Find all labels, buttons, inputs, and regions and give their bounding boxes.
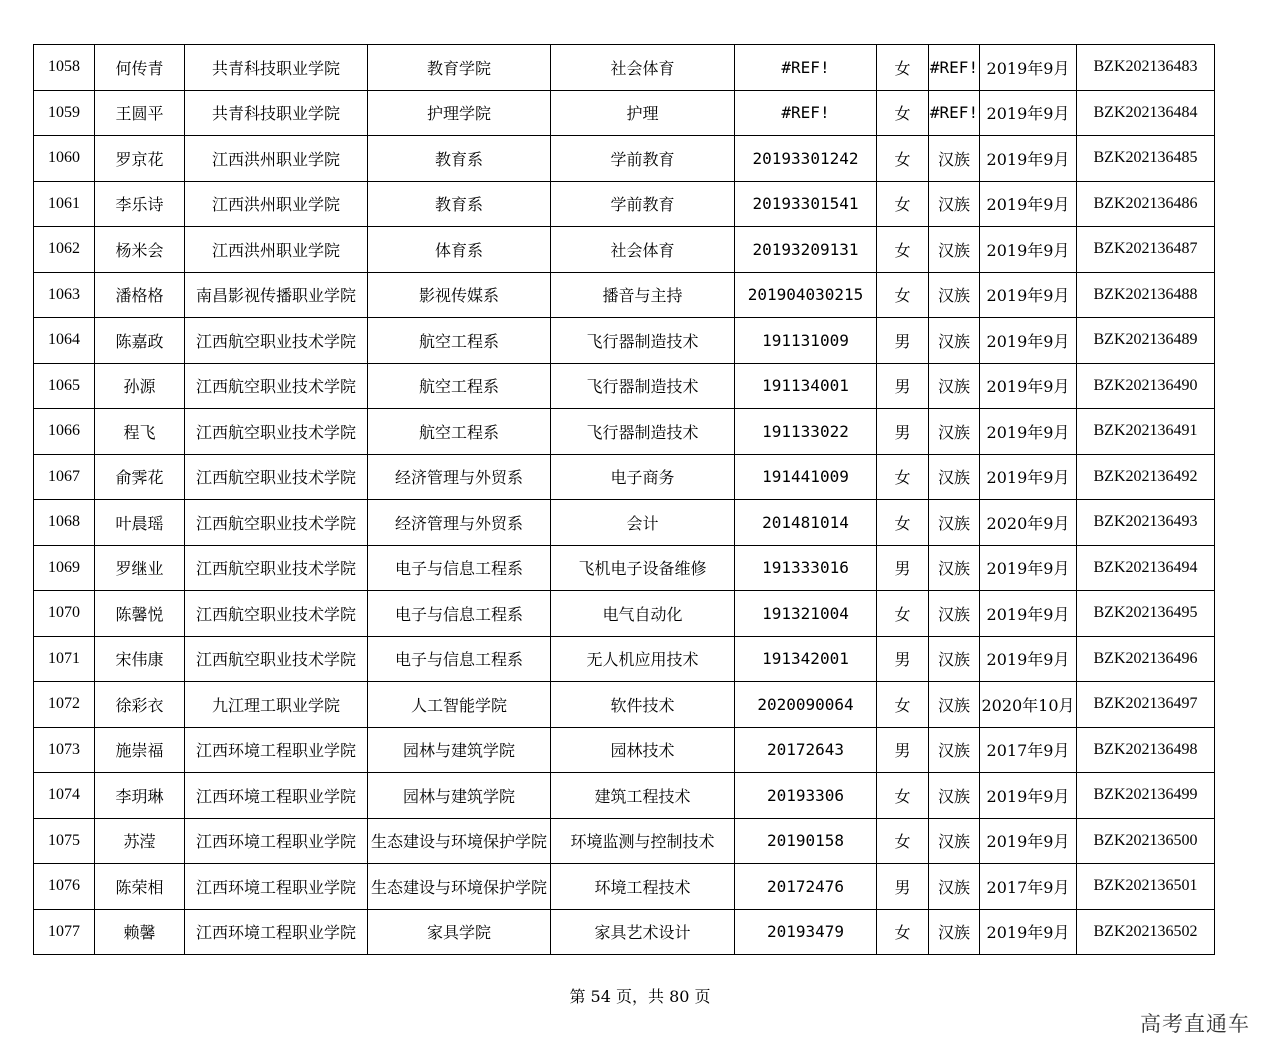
cell-student-name: 叶晨瑶 — [95, 500, 185, 546]
cell-enrollment-date: 2017年9月 — [980, 864, 1077, 910]
cell-college: 江西航空职业技术学院 — [185, 500, 368, 546]
table-row — [34, 136, 1215, 182]
cell-gender: 女 — [877, 272, 929, 318]
cell-enrollment-date: 2019年9月 — [980, 636, 1077, 682]
cell-enrollment-date: 2019年9月 — [980, 454, 1077, 500]
cell-enrollment-date: 2019年9月 — [980, 45, 1077, 91]
student-roster-table — [33, 44, 1215, 955]
cell-ethnicity: 汉族 — [929, 773, 980, 819]
cell-certificate-number: BZK202136501 — [1077, 864, 1215, 910]
cell-student-name: 王圆平 — [95, 90, 185, 136]
page-footer: 第 54 页，共 80 页 — [569, 987, 711, 1006]
cell-major: 社会体育 — [551, 227, 735, 273]
cell-college: 江西环境工程职业学院 — [185, 909, 368, 955]
watermark-text: 高考直通车 — [1140, 1012, 1250, 1036]
cell-student-id: 20193301541 — [735, 181, 877, 227]
cell-row-number: 1069 — [34, 545, 95, 591]
cell-department: 园林与建筑学院 — [368, 773, 551, 819]
cell-row-number: 1066 — [34, 409, 95, 455]
cell-gender: 女 — [877, 227, 929, 273]
cell-row-number: 1073 — [34, 727, 95, 773]
cell-student-id: 20193479 — [735, 909, 877, 955]
cell-college: 江西航空职业技术学院 — [185, 454, 368, 500]
cell-gender: 女 — [877, 90, 929, 136]
cell-gender: 男 — [877, 318, 929, 364]
cell-student-id: 191131009 — [735, 318, 877, 364]
cell-certificate-number: BZK202136484 — [1077, 90, 1215, 136]
table-row — [34, 272, 1215, 318]
cell-student-id: 201904030215 — [735, 272, 877, 318]
cell-gender: 女 — [877, 454, 929, 500]
cell-ethnicity: #REF! — [929, 90, 980, 136]
cell-ethnicity: 汉族 — [929, 636, 980, 682]
cell-department: 家具学院 — [368, 909, 551, 955]
cell-enrollment-date: 2019年9月 — [980, 90, 1077, 136]
cell-college: 江西环境工程职业学院 — [185, 773, 368, 819]
cell-ethnicity: 汉族 — [929, 454, 980, 500]
cell-major: 电子商务 — [551, 454, 735, 500]
cell-student-name: 徐彩衣 — [95, 682, 185, 728]
cell-major: 园林技术 — [551, 727, 735, 773]
cell-major: 飞机电子设备维修 — [551, 545, 735, 591]
cell-major: 电气自动化 — [551, 591, 735, 637]
cell-enrollment-date: 2019年9月 — [980, 909, 1077, 955]
cell-ethnicity: 汉族 — [929, 181, 980, 227]
cell-department: 教育系 — [368, 136, 551, 182]
table-row — [34, 818, 1215, 864]
cell-college: 江西航空职业技术学院 — [185, 409, 368, 455]
cell-student-name: 陈馨悦 — [95, 591, 185, 637]
cell-row-number: 1060 — [34, 136, 95, 182]
cell-row-number: 1062 — [34, 227, 95, 273]
cell-gender: 女 — [877, 500, 929, 546]
cell-enrollment-date: 2019年9月 — [980, 363, 1077, 409]
cell-ethnicity: 汉族 — [929, 864, 980, 910]
cell-certificate-number: BZK202136496 — [1077, 636, 1215, 682]
cell-enrollment-date: 2019年9月 — [980, 181, 1077, 227]
table-row — [34, 227, 1215, 273]
cell-certificate-number: BZK202136495 — [1077, 591, 1215, 637]
cell-major: 飞行器制造技术 — [551, 363, 735, 409]
cell-major: 护理 — [551, 90, 735, 136]
cell-student-name: 李玥琳 — [95, 773, 185, 819]
cell-ethnicity: 汉族 — [929, 818, 980, 864]
cell-certificate-number: BZK202136485 — [1077, 136, 1215, 182]
table-row — [34, 409, 1215, 455]
cell-enrollment-date: 2019年9月 — [980, 773, 1077, 819]
cell-gender: 女 — [877, 591, 929, 637]
cell-certificate-number: BZK202136493 — [1077, 500, 1215, 546]
cell-ethnicity: 汉族 — [929, 727, 980, 773]
cell-department: 园林与建筑学院 — [368, 727, 551, 773]
cell-row-number: 1067 — [34, 454, 95, 500]
table-row — [34, 454, 1215, 500]
cell-row-number: 1061 — [34, 181, 95, 227]
cell-major: 环境监测与控制技术 — [551, 818, 735, 864]
cell-department: 航空工程系 — [368, 318, 551, 364]
cell-student-id: 20190158 — [735, 818, 877, 864]
cell-ethnicity: 汉族 — [929, 136, 980, 182]
cell-certificate-number: BZK202136483 — [1077, 45, 1215, 91]
cell-certificate-number: BZK202136490 — [1077, 363, 1215, 409]
cell-department: 电子与信息工程系 — [368, 545, 551, 591]
cell-enrollment-date: 2019年9月 — [980, 136, 1077, 182]
cell-student-name: 罗京花 — [95, 136, 185, 182]
cell-major: 学前教育 — [551, 181, 735, 227]
cell-certificate-number: BZK202136486 — [1077, 181, 1215, 227]
table-row — [34, 727, 1215, 773]
table-row — [34, 545, 1215, 591]
cell-student-id: 191342001 — [735, 636, 877, 682]
cell-major: 播音与主持 — [551, 272, 735, 318]
cell-major: 社会体育 — [551, 45, 735, 91]
table-row — [34, 181, 1215, 227]
cell-row-number: 1072 — [34, 682, 95, 728]
cell-department: 影视传媒系 — [368, 272, 551, 318]
cell-gender: 男 — [877, 636, 929, 682]
cell-row-number: 1077 — [34, 909, 95, 955]
cell-department: 电子与信息工程系 — [368, 591, 551, 637]
cell-college: 江西环境工程职业学院 — [185, 818, 368, 864]
cell-student-name: 罗继业 — [95, 545, 185, 591]
cell-college: 江西环境工程职业学院 — [185, 727, 368, 773]
cell-gender: 男 — [877, 545, 929, 591]
cell-student-id: 20172476 — [735, 864, 877, 910]
cell-major: 环境工程技术 — [551, 864, 735, 910]
cell-student-name: 赖馨 — [95, 909, 185, 955]
cell-certificate-number: BZK202136491 — [1077, 409, 1215, 455]
cell-student-id: 20193306 — [735, 773, 877, 819]
cell-certificate-number: BZK202136502 — [1077, 909, 1215, 955]
cell-student-name: 潘格格 — [95, 272, 185, 318]
cell-student-id: 191333016 — [735, 545, 877, 591]
cell-enrollment-date: 2019年9月 — [980, 545, 1077, 591]
cell-certificate-number: BZK202136499 — [1077, 773, 1215, 819]
cell-certificate-number: BZK202136492 — [1077, 454, 1215, 500]
cell-college: 共青科技职业学院 — [185, 90, 368, 136]
cell-enrollment-date: 2019年9月 — [980, 591, 1077, 637]
cell-gender: 男 — [877, 864, 929, 910]
cell-department: 航空工程系 — [368, 363, 551, 409]
cell-row-number: 1068 — [34, 500, 95, 546]
cell-row-number: 1063 — [34, 272, 95, 318]
cell-department: 经济管理与外贸系 — [368, 500, 551, 546]
cell-certificate-number: BZK202136498 — [1077, 727, 1215, 773]
table-row — [34, 636, 1215, 682]
cell-gender: 女 — [877, 181, 929, 227]
cell-college: 九江理工职业学院 — [185, 682, 368, 728]
cell-college: 江西航空职业技术学院 — [185, 591, 368, 637]
cell-certificate-number: BZK202136500 — [1077, 818, 1215, 864]
cell-enrollment-date: 2020年9月 — [980, 500, 1077, 546]
cell-college: 南昌影视传播职业学院 — [185, 272, 368, 318]
cell-gender: 女 — [877, 773, 929, 819]
cell-college: 江西洪州职业学院 — [185, 227, 368, 273]
cell-row-number: 1059 — [34, 90, 95, 136]
cell-gender: 女 — [877, 818, 929, 864]
cell-gender: 男 — [877, 409, 929, 455]
cell-college: 江西航空职业技术学院 — [185, 636, 368, 682]
cell-department: 体育系 — [368, 227, 551, 273]
cell-enrollment-date: 2017年9月 — [980, 727, 1077, 773]
cell-major: 软件技术 — [551, 682, 735, 728]
cell-enrollment-date: 2019年9月 — [980, 409, 1077, 455]
cell-student-id: 191133022 — [735, 409, 877, 455]
table-row — [34, 90, 1215, 136]
cell-student-id: 20172643 — [735, 727, 877, 773]
cell-row-number: 1058 — [34, 45, 95, 91]
cell-college: 江西洪州职业学院 — [185, 136, 368, 182]
table-row — [34, 682, 1215, 728]
cell-gender: 女 — [877, 136, 929, 182]
cell-student-name: 李乐诗 — [95, 181, 185, 227]
cell-department: 教育系 — [368, 181, 551, 227]
cell-major: 建筑工程技术 — [551, 773, 735, 819]
cell-certificate-number: BZK202136488 — [1077, 272, 1215, 318]
table-row — [34, 363, 1215, 409]
table-row — [34, 864, 1215, 910]
cell-student-name: 何传青 — [95, 45, 185, 91]
cell-major: 飞行器制造技术 — [551, 409, 735, 455]
cell-enrollment-date: 2019年9月 — [980, 318, 1077, 364]
cell-major: 会计 — [551, 500, 735, 546]
cell-student-id: 20193301242 — [735, 136, 877, 182]
cell-row-number: 1075 — [34, 818, 95, 864]
cell-student-name: 孙源 — [95, 363, 185, 409]
cell-student-name: 程飞 — [95, 409, 185, 455]
cell-row-number: 1076 — [34, 864, 95, 910]
cell-ethnicity: 汉族 — [929, 318, 980, 364]
cell-student-name: 杨米会 — [95, 227, 185, 273]
cell-department: 电子与信息工程系 — [368, 636, 551, 682]
cell-student-id: 191321004 — [735, 591, 877, 637]
cell-student-id: 191134001 — [735, 363, 877, 409]
cell-student-name: 施崇福 — [95, 727, 185, 773]
cell-college: 共青科技职业学院 — [185, 45, 368, 91]
table-row — [34, 45, 1215, 91]
cell-row-number: 1074 — [34, 773, 95, 819]
cell-gender: 男 — [877, 727, 929, 773]
cell-certificate-number: BZK202136494 — [1077, 545, 1215, 591]
table-row — [34, 591, 1215, 637]
cell-department: 护理学院 — [368, 90, 551, 136]
cell-student-id: 201481014 — [735, 500, 877, 546]
cell-certificate-number: BZK202136497 — [1077, 682, 1215, 728]
cell-ethnicity: 汉族 — [929, 909, 980, 955]
cell-ethnicity: 汉族 — [929, 500, 980, 546]
cell-student-name: 陈嘉政 — [95, 318, 185, 364]
cell-ethnicity: 汉族 — [929, 227, 980, 273]
cell-enrollment-date: 2020年10月 — [980, 682, 1077, 728]
cell-gender: 男 — [877, 363, 929, 409]
cell-student-id: 20193209131 — [735, 227, 877, 273]
cell-ethnicity: 汉族 — [929, 682, 980, 728]
cell-student-id: #REF! — [735, 45, 877, 91]
cell-gender: 女 — [877, 682, 929, 728]
cell-gender: 女 — [877, 45, 929, 91]
cell-major: 无人机应用技术 — [551, 636, 735, 682]
cell-student-name: 俞霁花 — [95, 454, 185, 500]
cell-department: 生态建设与环境保护学院 — [368, 864, 551, 910]
cell-student-id: 191441009 — [735, 454, 877, 500]
cell-row-number: 1071 — [34, 636, 95, 682]
cell-major: 家具艺术设计 — [551, 909, 735, 955]
table-row — [34, 318, 1215, 364]
cell-student-id: #REF! — [735, 90, 877, 136]
cell-row-number: 1064 — [34, 318, 95, 364]
cell-enrollment-date: 2019年9月 — [980, 272, 1077, 318]
table-row — [34, 500, 1215, 546]
cell-college: 江西环境工程职业学院 — [185, 864, 368, 910]
cell-college: 江西洪州职业学院 — [185, 181, 368, 227]
cell-department: 生态建设与环境保护学院 — [368, 818, 551, 864]
table-body — [34, 45, 1215, 955]
cell-student-name: 宋伟康 — [95, 636, 185, 682]
cell-certificate-number: BZK202136487 — [1077, 227, 1215, 273]
cell-college: 江西航空职业技术学院 — [185, 363, 368, 409]
cell-ethnicity: 汉族 — [929, 545, 980, 591]
cell-ethnicity: 汉族 — [929, 272, 980, 318]
cell-department: 航空工程系 — [368, 409, 551, 455]
cell-major: 学前教育 — [551, 136, 735, 182]
cell-student-name: 苏滢 — [95, 818, 185, 864]
cell-enrollment-date: 2019年9月 — [980, 818, 1077, 864]
cell-row-number: 1070 — [34, 591, 95, 637]
cell-row-number: 1065 — [34, 363, 95, 409]
table-row — [34, 773, 1215, 819]
cell-student-name: 陈荣相 — [95, 864, 185, 910]
cell-ethnicity: 汉族 — [929, 363, 980, 409]
cell-department: 人工智能学院 — [368, 682, 551, 728]
cell-college: 江西航空职业技术学院 — [185, 545, 368, 591]
cell-ethnicity: #REF! — [929, 45, 980, 91]
cell-ethnicity: 汉族 — [929, 591, 980, 637]
cell-enrollment-date: 2019年9月 — [980, 227, 1077, 273]
cell-ethnicity: 汉族 — [929, 409, 980, 455]
cell-student-id: 2020090064 — [735, 682, 877, 728]
table-row — [34, 909, 1215, 955]
cell-department: 教育学院 — [368, 45, 551, 91]
cell-college: 江西航空职业技术学院 — [185, 318, 368, 364]
cell-major: 飞行器制造技术 — [551, 318, 735, 364]
cell-certificate-number: BZK202136489 — [1077, 318, 1215, 364]
cell-department: 经济管理与外贸系 — [368, 454, 551, 500]
cell-gender: 女 — [877, 909, 929, 955]
